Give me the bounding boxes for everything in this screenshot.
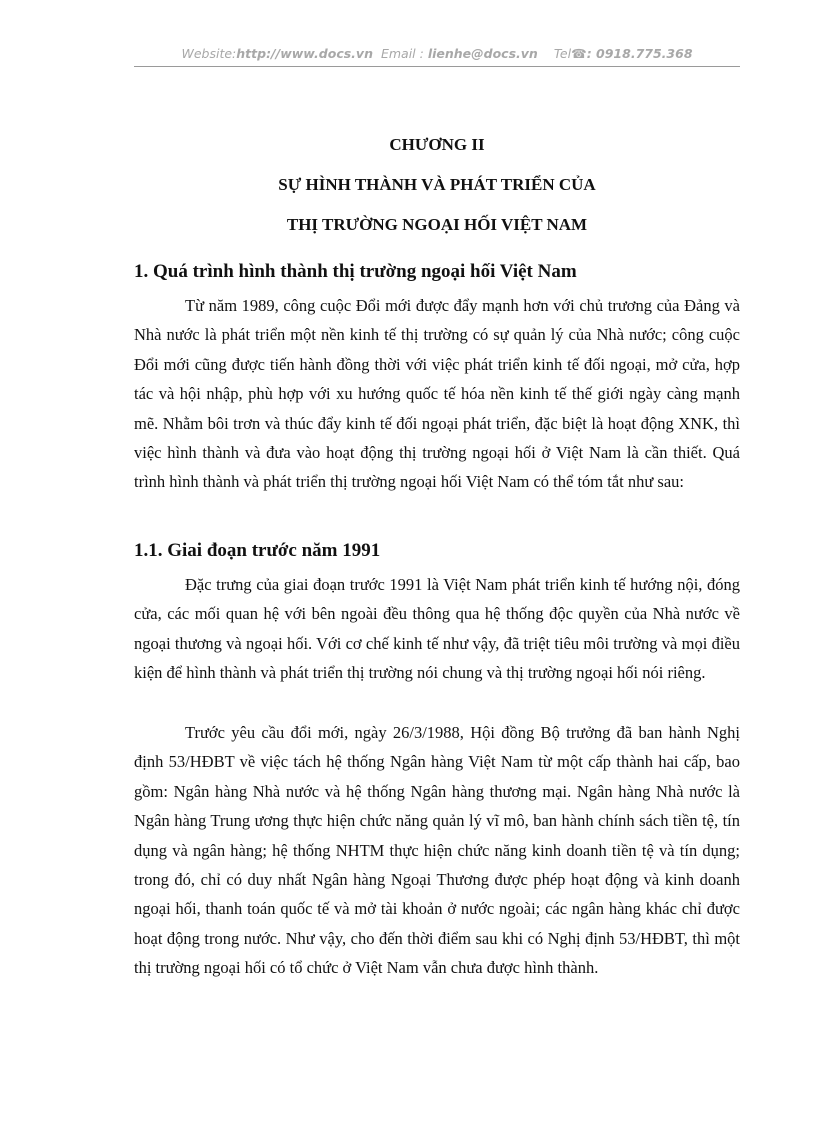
phone-icon: ☎ bbox=[571, 46, 587, 61]
section-1-1-heading: 1.1. Giai đoạn trước năm 1991 bbox=[134, 540, 381, 561]
page-header bbox=[134, 46, 740, 67]
chapter-title-line2: THỊ TRƯỜNG NGOẠI HỐI VIỆT NAM bbox=[286, 215, 588, 234]
email-value[interactable]: lienhe@docs.vn bbox=[427, 46, 538, 61]
tel-label: Tel bbox=[553, 46, 572, 61]
section-1-1-paragraph-2: Trước yêu cầu đổi mới, ngày 26/3/1988, Hội đồng Bộ trưởng đã ban hành Nghị định 53/HĐBT về việc tách hệ thống Ngân hàng Việt Nam từ một cấp thành hai cấp, bao gồm: Ngân hàng Nhà nước và hệ thống Ngân hàng thương mại. Ngân hàng Nhà nước là Ngân hàng Trung ương thực hiện chức năng quản lý vĩ mô, ban hành chính sách tiền tệ, tín dụng và ngân hàng; hệ thống NHTM thực hiện chức năng kinh doanh tiền tệ và tín dụng; trong đó, chỉ có duy nhất Ngân hàng Ngoại Thương được phép hoạt động và kinh doanh ngoại hối, thanh toán quốc tế và mở tài khoản ở nước ngoài; các ngân hàng khác chỉ được hoạt động trong nước. Như vậy, cho đến thời điểm sau khi có Nghị định 53/HĐBT, thì một thị trường ngoại hối có tổ chức ở Việt Nam vẫn chưa được hình thành. bbox=[134, 723, 740, 978]
section-1-heading: 1. Quá trình hình thành thị trường ngoại hối Việt Nam bbox=[134, 261, 577, 282]
website-value[interactable]: http://www.docs.vn bbox=[236, 46, 373, 61]
email-label: Email : bbox=[380, 46, 424, 61]
website-label: Website: bbox=[181, 46, 237, 61]
tel-value: : 0918.775.368 bbox=[586, 46, 693, 61]
chapter-number: CHƯƠNG II bbox=[389, 135, 485, 154]
chapter-title-line1: SỰ HÌNH THÀNH VÀ PHÁT TRIỂN CỦA bbox=[278, 175, 596, 194]
section-1-paragraph: Từ năm 1989, công cuộc Đổi mới được đẩy mạnh hơn với chủ trương của Đảng và Nhà nước là phát triển một nền kinh tế thị trường có sự quản lý của Nhà nước; công cuộc Đổi mới cũng được tiến hành đồng thời với việc phát triển kinh tế đối ngoại, mở cửa, hợp tác và hội nhập, phù hợp với xu hướng quốc tế hóa nền kinh tế thế giới ngày càng mạnh mẽ. Nhằm bôi trơn và thúc đẩy kinh tế đối ngoại phát triển, đặc biệt là hoạt động XNK, thì việc hình thành và đưa vào hoạt động thị trường ngoại hối ở Việt Nam là cần thiết. Quá trình hình thành và phát triển thị trường ngoại hối Việt Nam có thể tóm tắt như sau: bbox=[134, 296, 740, 492]
section-1-1-paragraph-1: Đặc trưng của giai đoạn trước 1991 là Việt Nam phát triển kinh tế hướng nội, đóng cửa, các mối quan hệ với bên ngoài đều thông qua hệ thống độc quyền của Nhà nước về ngoại thương và ngoại hối. Với cơ chế kinh tế như vậy, đã triệt tiêu môi trường và mọi điều kiện để hình thành và phát triển thị trường nói chung và thị trường ngoại hối nói riêng. bbox=[134, 575, 740, 683]
